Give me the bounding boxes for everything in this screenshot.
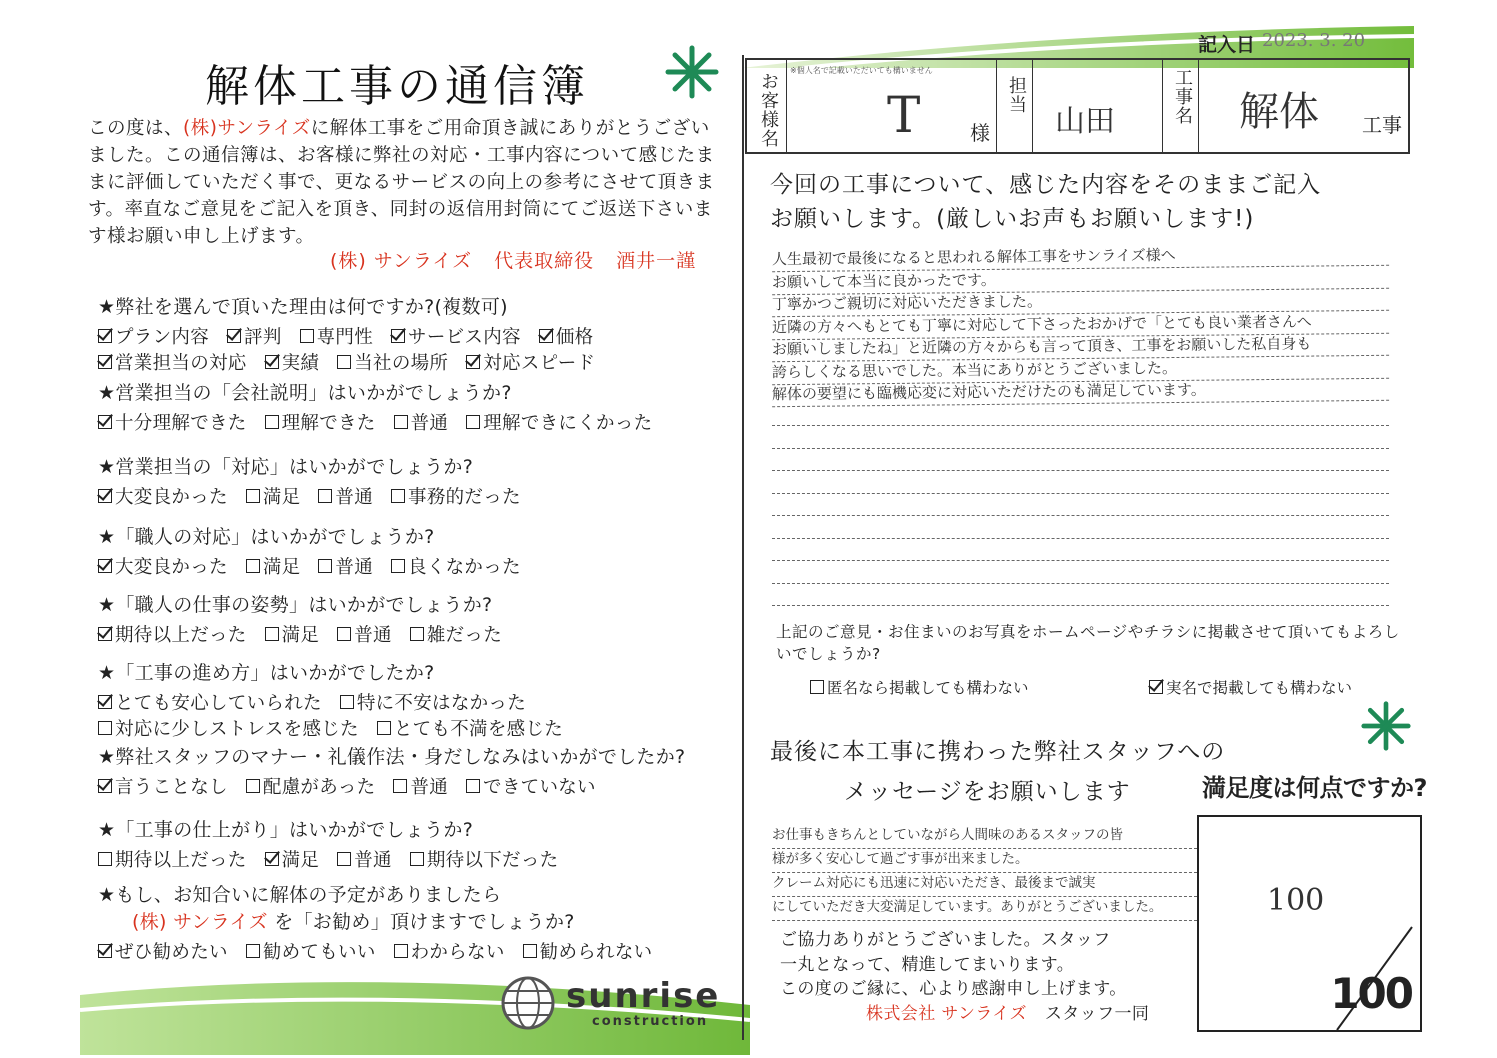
option[interactable] [337,846,392,872]
impression-line: お願いして本当に良かったです。 [772,265,1389,294]
star-decoration-icon [1360,700,1412,752]
option-row [98,553,539,579]
checkbox[interactable] [410,627,424,641]
option[interactable] [265,409,376,435]
option[interactable] [466,773,596,799]
option-row [98,409,670,435]
option-label: 満足 [262,487,301,508]
question-text: ★営業担当の「対応」はいかがでしょうか? [98,456,474,478]
sunrise-logo [500,975,720,1031]
option-row [98,483,539,509]
score-heading: 満足度は何点ですか? [1202,774,1427,802]
option[interactable] [246,773,376,799]
option[interactable] [98,689,322,715]
option-label: 言うことなし [115,777,228,798]
question-6 [98,658,581,741]
checkbox[interactable] [98,355,112,369]
option[interactable] [337,349,448,375]
option[interactable] [466,409,652,435]
option[interactable] [246,553,301,579]
customer-name-value: T [887,86,921,144]
option-label: 当社の場所 [354,353,449,374]
impression-line [772,404,1389,427]
option[interactable] [337,621,392,647]
checkbox[interactable] [394,415,408,429]
checkbox[interactable] [246,779,260,793]
option[interactable] [340,689,526,715]
checkbox[interactable] [393,779,407,793]
checkbox[interactable] [466,415,480,429]
checkbox[interactable] [337,355,351,369]
option-label: 勧められない [539,942,653,963]
score-max: 100 [1330,969,1412,1018]
question-text: ★「職人の対応」はいかがでしょうか? [98,526,435,548]
impression-line [772,561,1389,584]
checkbox[interactable] [340,695,354,709]
option[interactable] [318,553,373,579]
option[interactable] [394,938,505,964]
message-heading [770,732,1225,812]
entry-date-value: 2023. 3. 20 [1262,30,1366,51]
publish-realname-checkbox[interactable] [1149,680,1163,694]
publish-anonymous-label: 匿名なら掲載しても構わない [827,679,1029,697]
publish-realname-option[interactable] [1149,676,1352,698]
option[interactable] [98,349,247,375]
staff-label-cell [997,60,1033,152]
publish-options [810,676,1370,698]
center-divider [742,55,744,1040]
checkbox[interactable] [265,852,279,866]
work-name-cell [1199,60,1408,152]
option[interactable] [391,483,521,509]
intro-text: この度は、(株)サンライズに解体工事をご用命頂き誠にありがとうございました。この通信簿は、お客様に弊社の対応・工事内容について感じたままに評価していただく事で、更なるサービスの向上の参考にさせて頂きます。率直なご意見をご記入を頂き、同封の返信用封筒にてご返送下さいます様お願い申し上げます。 [88,118,715,247]
page-title: 解体工事の通信簿 [205,61,589,112]
message-heading-line1: 最後に本工事に携わった弊社スタッフへの [770,739,1226,765]
checkbox[interactable] [98,329,112,343]
option[interactable] [265,349,320,375]
question-text: ★「工事の仕上がり」はいかがでしょうか? [98,819,474,841]
customer-label-cell [747,60,787,152]
checkbox[interactable] [98,721,112,735]
option[interactable] [227,323,282,349]
option[interactable] [394,409,449,435]
question-text-line2 [132,907,670,934]
question-3 [98,452,539,509]
option-label: 普通 [410,413,449,434]
option-label: 期待以上だった [115,625,247,646]
publish-anonymous-checkbox[interactable] [810,680,824,694]
option[interactable] [246,483,301,509]
question-7 [98,742,685,799]
option-label: 普通 [354,625,392,646]
option-row [98,938,670,964]
thanks-staff: スタッフ一同 [1044,1003,1150,1024]
thanks-line2: 一丸となって、精進してまいります。 [780,954,1075,975]
impressions-lines [772,246,1389,606]
impression-line: 解体の要望にも臨機応変に対応いただけたのも満足しています。 [772,378,1389,407]
checkbox[interactable] [98,559,112,573]
checkbox[interactable] [300,329,314,343]
checkbox[interactable] [246,944,260,958]
option-label: 満足 [281,625,320,646]
option[interactable] [246,938,376,964]
checkbox[interactable] [246,559,260,573]
question-text: ★弊社スタッフのマナー・礼儀作法・身だしなみはいかがでしたか? [98,746,686,768]
checkbox[interactable] [98,489,112,503]
message-line: クレーム対応にも迅速に対応いただき、最後まで誠実 [772,873,1197,897]
checkbox[interactable] [539,329,553,343]
option-label: 理解できにくかった [483,413,653,434]
checkbox[interactable] [337,852,351,866]
checkbox[interactable] [391,329,405,343]
option[interactable] [391,323,521,349]
checkbox[interactable] [318,559,332,573]
question-9 [98,880,670,964]
option[interactable] [98,715,359,741]
publish-question: 上記のご意見・お住まいのお写真をホームページやチラシに掲載させて頂いてもよろしいでしょうか? [776,623,1400,663]
option-label: 満足 [262,557,301,578]
star-decoration-icon [664,44,720,100]
globe-icon [500,975,556,1031]
option-label: 勧めてもいい [262,942,376,963]
impression-line: 近隣の方々へもとても丁寧に対応して下さったおかげで「とても良い業者さんへ [772,310,1389,339]
checkbox[interactable] [98,627,112,641]
customer-info-box [745,58,1410,154]
option-label: 理解できた [281,413,376,434]
question-text: ★営業担当の「会社説明」はいかがでしょうか? [98,382,512,404]
option-label: ぜひ勧めたい [115,942,228,963]
option-label: 期待以上だった [115,850,247,871]
option-label: 大変良かった [115,487,228,508]
option-label: できていない [483,777,596,798]
checkbox[interactable] [265,627,279,641]
option-label: 価格 [555,327,594,348]
message-line: 様が多く安心して過ごす事が出来ました。 [772,849,1197,873]
option[interactable] [410,621,502,647]
option-label: わからない [410,942,505,963]
option[interactable] [393,773,448,799]
score-value: 100 [1267,883,1325,918]
publish-realname-label: 実名で掲載しても構わない [1165,679,1352,697]
checkbox[interactable] [466,779,480,793]
impression-line: 丁寧かつご親切に対応いただきました。 [772,288,1389,317]
checkbox[interactable] [265,415,279,429]
option[interactable] [98,773,228,799]
option[interactable] [539,323,594,349]
option-label: 普通 [410,777,449,798]
option[interactable] [410,846,559,872]
question-company: (株) サンライズ [132,911,268,933]
representative-signature: (株) サンライズ 代表取締役 酒井一謹 [330,250,697,272]
option[interactable] [98,323,209,349]
impression-line: お願いしましたね」と近隣の方々からも言って頂き、工事をお願いした私自身も [772,333,1389,362]
thanks-line3: この度のご縁に、心より感謝申し上げます。 [780,979,1127,999]
option-label: とても不満を感じた [393,719,564,740]
question-text: ★もし、お知合いに解体の予定がありましたら [98,884,502,906]
option[interactable] [98,553,228,579]
impression-line: 人生最初で最後になると思われる解体工事をサンライズ様へ [772,243,1389,272]
question-2 [98,378,670,435]
customer-note: ※個人名で記載いただいても構いません [790,66,933,75]
option-label: 特に不安はなかった [356,693,527,714]
checkbox[interactable] [98,695,112,709]
option-label: とても安心していられた [115,693,322,714]
option-label: 事務的だった [408,487,521,508]
checkbox[interactable] [410,852,424,866]
customer-honorific: 様 [970,121,990,145]
option-label: 対応に少しストレスを感じた [115,719,359,740]
work-label: 工事名 [1172,68,1193,125]
question-4 [98,522,539,579]
work-label-cell [1163,60,1199,152]
work-suffix: 工事 [1362,113,1402,137]
staff-name-cell [1033,60,1163,152]
option-label: プラン内容 [115,327,210,348]
option[interactable] [98,409,247,435]
option-label: 普通 [335,557,374,578]
option-label: 良くなかった [408,557,521,578]
option[interactable] [523,938,653,964]
option-label: 大変良かった [115,557,228,578]
checkbox[interactable] [523,944,537,958]
publish-anonymous-option[interactable] [810,676,1029,698]
satisfaction-score-box [1197,815,1422,1032]
option[interactable] [466,349,595,375]
option-row [98,773,685,799]
checkbox[interactable] [98,944,112,958]
option-row [98,621,520,647]
option-label: 評判 [244,327,282,348]
option-label: 普通 [335,487,374,508]
option-label: 実績 [281,353,320,374]
message-line: お仕事もきちんとしていながら人間味のあるスタッフの皆 [772,825,1197,849]
checkbox[interactable] [98,779,112,793]
option[interactable] [98,483,228,509]
checkbox[interactable] [391,489,405,503]
option-label: 十分理解できた [115,413,247,434]
option[interactable] [318,483,373,509]
option[interactable] [265,846,320,872]
option[interactable] [377,715,563,741]
checkbox[interactable] [337,627,351,641]
checkbox[interactable] [265,355,279,369]
option[interactable] [391,553,521,579]
customer-label: お客様名 [758,72,779,148]
staff-name-value: 山田 [1055,104,1115,139]
option[interactable] [300,323,373,349]
impression-line [772,426,1389,449]
checkbox[interactable] [227,329,241,343]
impression-line [772,516,1389,539]
question-5 [98,590,520,647]
option-label: 配慮があった [262,777,376,798]
checkbox[interactable] [318,489,332,503]
option-label: 満足 [281,850,320,871]
option-label: 営業担当の対応 [115,353,247,374]
checkbox[interactable] [466,355,480,369]
work-name-value: 解体 [1239,89,1319,135]
impression-line [772,494,1389,517]
impressions-heading-line2: お願いします。(厳しいお声もお願いします!) [770,206,1255,232]
question-1 [98,292,613,375]
impressions-heading [770,168,1321,236]
thanks-line1: ご協力ありがとうございました。スタッフ [780,930,1111,950]
option-label: 雑だった [426,625,503,646]
logo-subtitle: construction [592,1013,709,1029]
checkbox[interactable] [391,559,405,573]
option-row [98,715,581,741]
question-text: ★「職人の仕事の姿勢」はいかがでしょうか? [98,594,493,616]
option[interactable] [98,621,247,647]
customer-name-cell [787,60,997,152]
checkbox[interactable] [98,852,112,866]
checkbox[interactable] [377,721,391,735]
impression-line [772,584,1389,607]
checkbox[interactable] [394,944,408,958]
option-row [98,349,613,375]
impressions-heading-line1: 今回の工事について、感じた内容をそのままご記入 [770,172,1322,198]
option[interactable] [98,846,247,872]
option-row [98,689,581,715]
message-line: にしていただき大変満足しています。ありがとうございました。 [772,897,1197,921]
option-label: 対応スピード [483,353,596,374]
impression-line [772,539,1389,562]
entry-date-label: 記入日 [1198,34,1256,56]
option-row [98,323,613,349]
message-lines [772,825,1197,921]
question-text: ★弊社を選んで頂いた理由は何ですか?(複数可) [98,296,508,318]
thanks-message [780,928,1149,1026]
option-label: 期待以下だった [426,850,559,871]
impression-line: 誇らしくなる思いでした。本当にありがとうございました。 [772,355,1389,384]
question-text: ★「工事の進め方」はいかがでしたか? [98,662,435,684]
logo-wordmark: sunrise [566,975,721,1016]
option-row [98,846,576,872]
option-label: 専門性 [316,327,374,348]
question-8 [98,815,576,872]
impression-line [772,449,1389,472]
checkbox[interactable] [98,415,112,429]
option-label: 普通 [354,850,392,871]
question-text-suffix: を「お勧め」頂けますでしょうか? [267,911,575,933]
checkbox[interactable] [246,489,260,503]
staff-label: 担当 [1006,76,1027,114]
option-label: サービス内容 [408,327,521,348]
thanks-company: 株式会社 サンライズ [866,1003,1027,1024]
option[interactable] [265,621,320,647]
message-heading-line2: メッセージをお願いします [844,779,1131,805]
option[interactable] [98,938,228,964]
impression-line [772,471,1389,494]
